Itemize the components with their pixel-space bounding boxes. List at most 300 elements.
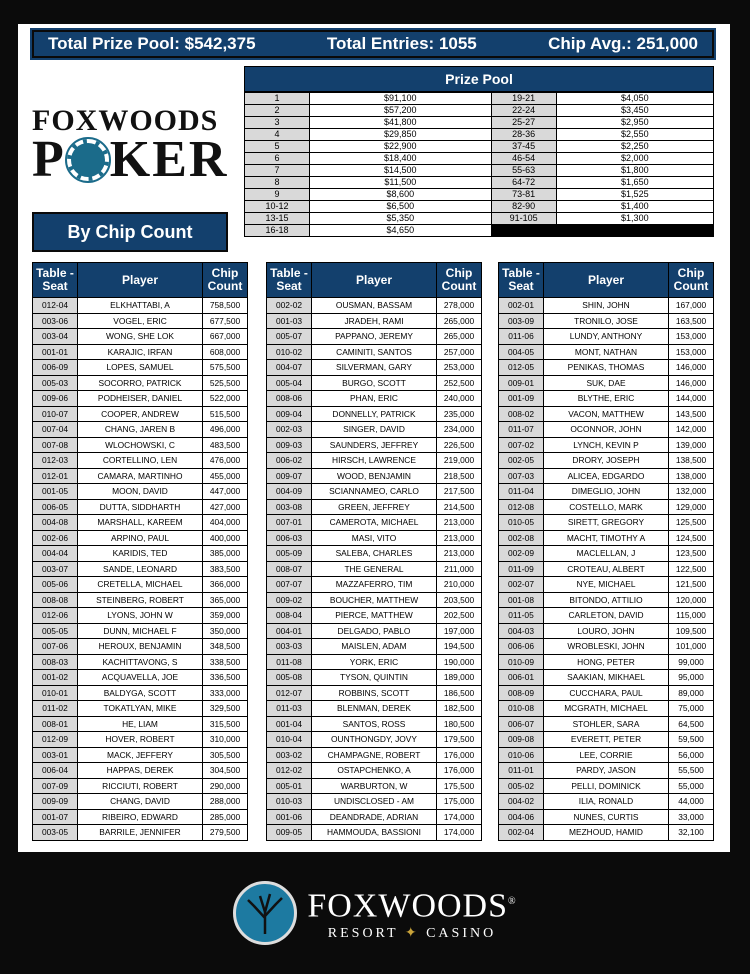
- player-name: SANTOS, ROSS: [312, 716, 437, 732]
- table-row: [499, 406, 714, 422]
- table-row: [499, 437, 714, 453]
- table-seat: 004-08: [33, 515, 78, 531]
- table-row: [267, 794, 482, 810]
- chip-count: 175,500: [437, 778, 482, 794]
- table-seat: 007-08: [33, 437, 78, 453]
- chip-count: 304,500: [203, 763, 248, 779]
- chip-count: 202,500: [437, 608, 482, 624]
- table-seat: 012-04: [33, 298, 78, 314]
- table-seat: 006-04: [33, 763, 78, 779]
- table-seat: 002-05: [499, 453, 544, 469]
- prize-place: 2: [245, 105, 310, 117]
- player-name: GREEN, JEFFREY: [312, 499, 437, 515]
- prize-row: [245, 141, 714, 153]
- chip-count: 146,000: [669, 360, 714, 376]
- footer-separator-icon: ✦: [404, 925, 420, 941]
- chip-count: 677,500: [203, 313, 248, 329]
- chip-count: 265,000: [437, 313, 482, 329]
- player-name: DONNELLY, PATRICK: [312, 406, 437, 422]
- chip-count: 176,000: [437, 763, 482, 779]
- chip-average: Chip Avg.: 251,000: [548, 34, 698, 53]
- results-sheet: [18, 24, 730, 852]
- column-header-chips: Chip Count: [669, 263, 714, 298]
- chip-count: 758,500: [203, 298, 248, 314]
- table-row: [267, 763, 482, 779]
- player-name: MOON, DAVID: [78, 484, 203, 500]
- player-name: BARRILE, JENNIFER: [78, 825, 203, 841]
- chip-count-table-1: [32, 262, 248, 841]
- player-name: DELGADO, PABLO: [312, 623, 437, 639]
- player-name: MACLELLAN, J: [544, 546, 669, 562]
- chip-count: 139,000: [669, 437, 714, 453]
- table-row: [499, 577, 714, 593]
- column-header-seat: Table -Seat: [499, 263, 544, 298]
- table-row: [33, 515, 248, 531]
- player-name: HE, LIAM: [78, 716, 203, 732]
- prize-place: 64-72: [491, 177, 556, 189]
- table-seat: 002-09: [499, 546, 544, 562]
- table-row: [499, 515, 714, 531]
- table-row: [267, 747, 482, 763]
- chip-count: 219,000: [437, 453, 482, 469]
- table-seat: 005-02: [499, 778, 544, 794]
- player-name: PELLI, DOMINICK: [544, 778, 669, 794]
- prize-place: 4: [245, 129, 310, 141]
- prize-row: [245, 201, 714, 213]
- table-seat: 002-03: [267, 422, 312, 438]
- table-seat: 010-03: [267, 794, 312, 810]
- table-seat: 008-09: [499, 685, 544, 701]
- table-seat: 008-04: [267, 608, 312, 624]
- prize-amount: $4,650: [310, 225, 492, 237]
- table-seat: 011-06: [499, 329, 544, 345]
- table-row: [267, 577, 482, 593]
- table-seat: 003-07: [33, 561, 78, 577]
- table-row: [267, 623, 482, 639]
- table-row: [33, 747, 248, 763]
- chip-count: 210,000: [437, 577, 482, 593]
- chip-count: 234,000: [437, 422, 482, 438]
- table-seat: 012-01: [33, 468, 78, 484]
- prize-pool-title: Prize Pool: [244, 66, 714, 92]
- prize-place: 6: [245, 153, 310, 165]
- prize-place: 9: [245, 189, 310, 201]
- prize-row: [245, 93, 714, 105]
- player-name: HAMMOUDA, BASSIONI: [312, 825, 437, 841]
- chip-count: 167,000: [669, 298, 714, 314]
- table-row: [33, 716, 248, 732]
- chip-count: 179,500: [437, 732, 482, 748]
- table-row: [267, 422, 482, 438]
- column-header-player: Player: [78, 263, 203, 298]
- player-name: VOGEL, ERIC: [78, 313, 203, 329]
- player-name: COSTELLO, MARK: [544, 499, 669, 515]
- chip-count: 180,500: [437, 716, 482, 732]
- table-seat: 008-01: [33, 716, 78, 732]
- prize-amount: $1,800: [556, 165, 713, 177]
- table-seat: 004-04: [33, 546, 78, 562]
- player-name: BALDYGA, SCOTT: [78, 685, 203, 701]
- table-seat: 011-01: [499, 763, 544, 779]
- player-name: PAPPANO, JEREMY: [312, 329, 437, 345]
- chip-count: 163,500: [669, 313, 714, 329]
- table-seat: 006-03: [267, 530, 312, 546]
- total-entries: Total Entries: 1055: [326, 34, 477, 53]
- table-row: [499, 375, 714, 391]
- prize-amount: $22,900: [310, 141, 492, 153]
- footer-logo: [0, 852, 750, 974]
- table-seat: 011-03: [267, 701, 312, 717]
- table-row: [267, 778, 482, 794]
- player-name: CAMEROTA, MICHAEL: [312, 515, 437, 531]
- table-row: [499, 499, 714, 515]
- table-row: [33, 592, 248, 608]
- table-row: [499, 701, 714, 717]
- table-row: [33, 375, 248, 391]
- chip-count: 122,500: [669, 561, 714, 577]
- prize-place: 55-63: [491, 165, 556, 177]
- prize-amount: $1,300: [556, 213, 713, 225]
- prize-place: 16-18: [245, 225, 310, 237]
- chip-count: 125,500: [669, 515, 714, 531]
- table-seat: 008-06: [267, 391, 312, 407]
- table-seat: 010-04: [267, 732, 312, 748]
- foxwoods-poker-logo: [32, 106, 232, 186]
- table-seat: 001-08: [499, 592, 544, 608]
- chip-count: 33,000: [669, 809, 714, 825]
- prize-amount: $11,500: [310, 177, 492, 189]
- logo-foxwoods-text: FOXWOODS: [32, 104, 219, 137]
- player-name: KACHITTAVONG, S: [78, 654, 203, 670]
- table-seat: 003-04: [33, 329, 78, 345]
- table-row: [267, 484, 482, 500]
- chip-count: 279,500: [203, 825, 248, 841]
- chip-count: 132,000: [669, 484, 714, 500]
- player-name: LUNDY, ANTHONY: [544, 329, 669, 345]
- table-seat: 008-08: [33, 592, 78, 608]
- chip-count-table-2: [266, 262, 482, 841]
- table-seat: 001-05: [33, 484, 78, 500]
- player-name: DUNN, MICHAEL F: [78, 623, 203, 639]
- chip-count: 333,000: [203, 685, 248, 701]
- player-name: LYONS, JOHN W: [78, 608, 203, 624]
- prize-row: [245, 225, 714, 237]
- column-header-seat: Table -Seat: [267, 263, 312, 298]
- chip-count: 525,500: [203, 375, 248, 391]
- table-row: [267, 515, 482, 531]
- table-row: [33, 685, 248, 701]
- table-row: [33, 298, 248, 314]
- table-seat: 009-08: [499, 732, 544, 748]
- table-row: [499, 360, 714, 376]
- table-seat: 011-02: [33, 701, 78, 717]
- table-seat: 003-02: [267, 747, 312, 763]
- player-name: YORK, ERIC: [312, 654, 437, 670]
- table-seat: 009-09: [33, 794, 78, 810]
- player-name: BITONDO, ATTILIO: [544, 592, 669, 608]
- player-name: DUTTA, SIDDHARTH: [78, 499, 203, 515]
- table-seat: 009-02: [267, 592, 312, 608]
- chip-count: 496,000: [203, 422, 248, 438]
- table-row: [499, 716, 714, 732]
- prize-amount: $2,000: [556, 153, 713, 165]
- table-seat: 006-09: [33, 360, 78, 376]
- table-row: [499, 732, 714, 748]
- table-seat: 002-04: [499, 825, 544, 841]
- chip-count: 203,500: [437, 592, 482, 608]
- player-name: SOCORRO, PATRICK: [78, 375, 203, 391]
- table-row: [33, 809, 248, 825]
- table-row: [33, 329, 248, 345]
- chip-count: 138,000: [669, 468, 714, 484]
- table-row: [33, 577, 248, 593]
- chip-count: 120,000: [669, 592, 714, 608]
- table-row: [33, 422, 248, 438]
- player-name: HAPPAS, DEREK: [78, 763, 203, 779]
- player-name: BURGO, SCOTT: [312, 375, 437, 391]
- prize-row: [245, 165, 714, 177]
- table-row: [267, 654, 482, 670]
- prize-place: 19-21: [491, 93, 556, 105]
- table-row: [33, 654, 248, 670]
- chip-count: 174,000: [437, 825, 482, 841]
- table-row: [499, 747, 714, 763]
- player-name: CAMINITI, SANTOS: [312, 344, 437, 360]
- prize-place: [491, 225, 556, 237]
- table-row: [267, 313, 482, 329]
- player-name: TOKATLYAN, MIKE: [78, 701, 203, 717]
- table-seat: 010-08: [499, 701, 544, 717]
- table-seat: 004-06: [499, 809, 544, 825]
- table-row: [267, 732, 482, 748]
- table-seat: 001-01: [33, 344, 78, 360]
- table-row: [33, 546, 248, 562]
- chip-count: 278,000: [437, 298, 482, 314]
- table-row: [267, 344, 482, 360]
- chip-count: 217,500: [437, 484, 482, 500]
- chip-count: 329,500: [203, 701, 248, 717]
- prize-row: [245, 105, 714, 117]
- player-name: DRORY, JOSEPH: [544, 453, 669, 469]
- player-name: SUK, DAE: [544, 375, 669, 391]
- table-seat: 001-07: [33, 809, 78, 825]
- chip-count: 153,000: [669, 329, 714, 345]
- prize-place: 22-24: [491, 105, 556, 117]
- table-seat: 007-02: [499, 437, 544, 453]
- chip-count: 348,500: [203, 639, 248, 655]
- chip-count: 476,000: [203, 453, 248, 469]
- table-seat: 008-03: [33, 654, 78, 670]
- player-name: SCIANNAMEO, CARLO: [312, 484, 437, 500]
- table-seat: 006-01: [499, 670, 544, 686]
- table-row: [499, 530, 714, 546]
- chip-count: 75,000: [669, 701, 714, 717]
- prize-place: 7: [245, 165, 310, 177]
- chip-count: 226,500: [437, 437, 482, 453]
- player-name: SANDE, LEONARD: [78, 561, 203, 577]
- table-seat: 009-06: [33, 391, 78, 407]
- table-row: [267, 530, 482, 546]
- column-header-player: Player: [544, 263, 669, 298]
- player-name: PARDY, JASON: [544, 763, 669, 779]
- table-seat: 011-07: [499, 422, 544, 438]
- table-row: [499, 561, 714, 577]
- footer-brand: FOXWOODS: [307, 887, 509, 925]
- chip-count: 455,000: [203, 468, 248, 484]
- player-name: THE GENERAL: [312, 561, 437, 577]
- player-name: CORTELLINO, LEN: [78, 453, 203, 469]
- prize-pool-table: [244, 66, 714, 237]
- table-seat: 002-08: [499, 530, 544, 546]
- player-name: WARBURTON, W: [312, 778, 437, 794]
- player-name: ACQUAVELLA, JOE: [78, 670, 203, 686]
- chip-count: 44,000: [669, 794, 714, 810]
- chip-count: 189,000: [437, 670, 482, 686]
- table-seat: 003-06: [33, 313, 78, 329]
- prize-row: [245, 213, 714, 225]
- chip-count: 265,000: [437, 329, 482, 345]
- table-row: [499, 546, 714, 562]
- table-seat: 010-01: [33, 685, 78, 701]
- chip-count: 153,000: [669, 344, 714, 360]
- chip-count: 667,000: [203, 329, 248, 345]
- table-seat: 006-02: [267, 453, 312, 469]
- column-header-chips: Chip Count: [437, 263, 482, 298]
- table-row: [33, 670, 248, 686]
- table-seat: 007-03: [499, 468, 544, 484]
- prize-amount: $8,600: [310, 189, 492, 201]
- table-row: [267, 670, 482, 686]
- player-name: SIRETT, GREGORY: [544, 515, 669, 531]
- by-chip-count-label: By Chip Count: [32, 212, 228, 252]
- player-name: BOUCHER, MATTHEW: [312, 592, 437, 608]
- table-row: [499, 809, 714, 825]
- player-name: HIRSCH, LAWRENCE: [312, 453, 437, 469]
- player-name: HONG, PETER: [544, 654, 669, 670]
- table-row: [499, 670, 714, 686]
- table-seat: 009-03: [267, 437, 312, 453]
- table-seat: 011-08: [267, 654, 312, 670]
- table-seat: 012-08: [499, 499, 544, 515]
- player-name: CHANG, JAREN B: [78, 422, 203, 438]
- table-row: [33, 561, 248, 577]
- player-name: CRETELLA, MICHAEL: [78, 577, 203, 593]
- prize-amount: $4,050: [556, 93, 713, 105]
- table-row: [33, 794, 248, 810]
- prize-place: 25-27: [491, 117, 556, 129]
- chip-count: 115,000: [669, 608, 714, 624]
- table-seat: 012-06: [33, 608, 78, 624]
- chip-count: 99,000: [669, 654, 714, 670]
- player-name: KARIDIS, TED: [78, 546, 203, 562]
- table-seat: 005-01: [267, 778, 312, 794]
- player-name: EVERETT, PETER: [544, 732, 669, 748]
- prize-place: 82-90: [491, 201, 556, 213]
- player-name: WONG, SHE LOK: [78, 329, 203, 345]
- player-name: JRADEH, RAMI: [312, 313, 437, 329]
- player-name: LOURO, JOHN: [544, 623, 669, 639]
- player-name: MONT, NATHAN: [544, 344, 669, 360]
- prize-place: 28-36: [491, 129, 556, 141]
- table-seat: 005-07: [267, 329, 312, 345]
- chip-count: 95,000: [669, 670, 714, 686]
- chip-count: 121,500: [669, 577, 714, 593]
- chip-count: 197,000: [437, 623, 482, 639]
- player-name: PENIKAS, THOMAS: [544, 360, 669, 376]
- prize-amount: $57,200: [310, 105, 492, 117]
- prize-amount: [556, 225, 713, 237]
- table-seat: 004-01: [267, 623, 312, 639]
- player-name: MCGRATH, MICHAEL: [544, 701, 669, 717]
- table-seat: 006-06: [499, 639, 544, 655]
- table-seat: 002-07: [499, 577, 544, 593]
- table-seat: 010-07: [33, 406, 78, 422]
- table-seat: 009-07: [267, 468, 312, 484]
- table-seat: 011-04: [499, 484, 544, 500]
- table-row: [33, 453, 248, 469]
- table-row: [33, 530, 248, 546]
- table-row: [499, 484, 714, 500]
- chip-count: 109,500: [669, 623, 714, 639]
- table-seat: 002-02: [267, 298, 312, 314]
- chip-count: 288,000: [203, 794, 248, 810]
- player-name: MARSHALL, KAREEM: [78, 515, 203, 531]
- table-row: [267, 437, 482, 453]
- chip-count: 56,000: [669, 747, 714, 763]
- chip-count: 310,000: [203, 732, 248, 748]
- chip-count: 89,000: [669, 685, 714, 701]
- prize-amount: $18,400: [310, 153, 492, 165]
- table-seat: 006-07: [499, 716, 544, 732]
- chip-count: 186,500: [437, 685, 482, 701]
- table-seat: 001-06: [267, 809, 312, 825]
- player-name: SILVERMAN, GARY: [312, 360, 437, 376]
- table-seat: 002-06: [33, 530, 78, 546]
- table-seat: 012-05: [499, 360, 544, 376]
- prize-place: 46-54: [491, 153, 556, 165]
- column-header-chips: Chip Count: [203, 263, 248, 298]
- chip-count: 138,500: [669, 453, 714, 469]
- player-name: HEROUX, BENJAMIN: [78, 639, 203, 655]
- chip-count: 182,500: [437, 701, 482, 717]
- prize-amount: $5,350: [310, 213, 492, 225]
- table-row: [267, 406, 482, 422]
- chip-count: 213,000: [437, 515, 482, 531]
- prize-row: [245, 189, 714, 201]
- table-seat: 011-05: [499, 608, 544, 624]
- chip-count: 194,500: [437, 639, 482, 655]
- prize-place: 3: [245, 117, 310, 129]
- chip-count: 404,000: [203, 515, 248, 531]
- chip-count: 383,500: [203, 561, 248, 577]
- table-seat: 005-04: [267, 375, 312, 391]
- table-row: [267, 716, 482, 732]
- table-row: [267, 468, 482, 484]
- chip-count: 359,000: [203, 608, 248, 624]
- table-seat: 012-02: [267, 763, 312, 779]
- table-seat: 009-01: [499, 375, 544, 391]
- chip-count: 64,500: [669, 716, 714, 732]
- chip-count: 608,000: [203, 344, 248, 360]
- table-row: [33, 825, 248, 841]
- chip-count: 124,500: [669, 530, 714, 546]
- chip-count: 400,000: [203, 530, 248, 546]
- prize-place: 8: [245, 177, 310, 189]
- chip-count: 305,500: [203, 747, 248, 763]
- chip-count: 290,000: [203, 778, 248, 794]
- chip-count: 385,000: [203, 546, 248, 562]
- player-name: SHIN, JOHN: [544, 298, 669, 314]
